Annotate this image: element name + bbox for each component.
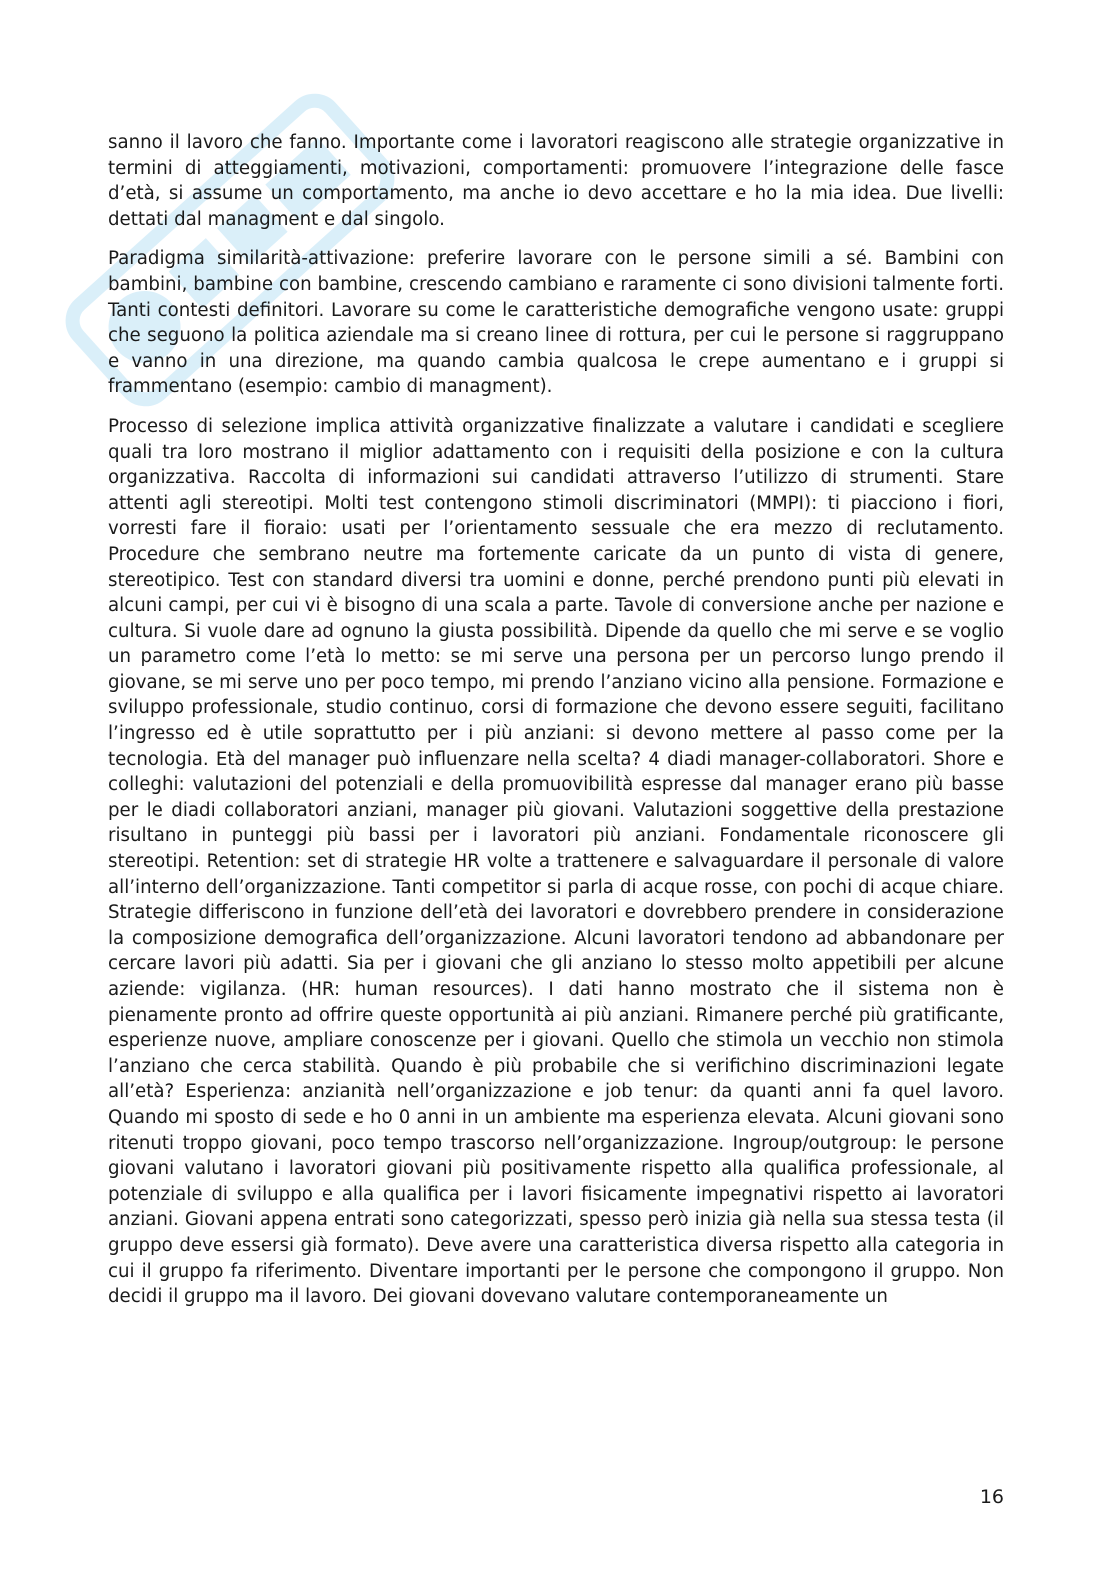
paragraph-3: Processo di selezione implica attività organizzative finalizzate a valutare i candidati e scegliere quali tra loro mostrano il miglior adattamento con i requisiti della posizione e con la cultura organizzativa. Raccolta di informazioni sui candidati attraverso l’utilizzo di strumenti. Stare attenti agli stereotipi. Molti test contengono stimoli discriminatori (MMPI): ti piacciono i fiori, vorresti fare il fioraio: usati per l’orientamento sessuale che era mezzo di reclutamento. Procedure che sembrano neutre ma fortemente caricate da un punto di vista di genere, stereotipico. Test con standard diversi tra uomini e donne, perché prendono punti più elevati in alcuni campi, per cui vi è bisogno di una scala a parte. Tavole di conversione anche per nazione e cultura. Si vuole dare ad ognuno la giusta possibilità. Dipende da quello che mi serve e se voglio un parametro come l’età lo metto: se mi serve una persona per un percorso lungo prendo il giovane, se mi serve uno per poco tempo, mi prendo l’anziano vicino alla pensione. Formazione e sviluppo professionale, studio continuo, corsi di formazione che devono essere seguiti, facilitano l’ingresso ed è utile soprattutto per i più anziani: si devono mettere al passo come per la tecnologia. Età del manager può influenzare nella scelta? 4 diadi manager-collaboratori. Shore e colleghi: valutazioni del potenziali e della promuovibilità espresse dal manager erano più basse per le diadi collaboratori anziani, manager più giovani. Valutazioni soggettive della prestazione risultano in punteggi più bassi per i lavoratori più anziani. Fondamentale riconoscere gli stereotipi. Retention: set di strategie HR volte a trattenere e salvaguardare il personale di valore all’interno dell’organizzazione. Tanti competitor si parla di acque rosse, con pochi di acque chiare. Strategie differiscono in funzione dell’età dei lavoratori e dovrebbero prendere in considerazione la composizione demografica dell’organizzazione. Alcuni lavoratori tendono ad abbandonare per cercare lavori più adatti. Sia per i giovani che gli anziano lo stesso molto appetibili per alcune aziende: vigilanza. (HR: human resources). I dati hanno mostrato che il sistema non è pienamente pronto ad offrire queste opportunità ai più anziani. Rimanere perché più gratificante, esperienze nuove, ampliare conoscenze per i giovani. Quello che stimola un vecchio non stimola l’anziano che cerca stabilità. Quando è più probabile che si verifichino discriminazioni legate all’età? Esperienza: anzianità nell’organizzazione e job tenur: da quanti anni fa quel lavoro. Quando mi sposto di sede e ho 0 anni in un ambiente ma esperienza elevata. Alcuni giovani sono ritenuti troppo giovani, poco tempo trascorso nell’organizzazione. Ingroup/outgroup: le persone giovani valutano i lavoratori giovani più positivamente rispetto alla qualifica professionale, al potenziale di sviluppo e alla qualifica per i lavori fisicamente impegnativi rispetto ai lavoratori anziani. Giovani appena entrati sono categorizzati, spesso però inizia già nella sua stessa testa (il gruppo deve essersi già formato). Deve avere una caratteristica diversa rispetto alla categoria in cui il gruppo fa riferimento. Diventare importanti per le persone che compongono il gruppo. Non decidi il gruppo ma il lavoro. Dei giovani dovevano valutare contemporaneamente un (108, 415, 1004, 1308)
document-body (108, 130, 1004, 1324)
paragraph-1: sanno il lavoro che fanno. Importante come i lavoratori reagiscono alle strategie organizzative in termini di atteggiamenti, motivazioni, comportamenti: promuovere l’integrazione delle fasce d’età, si assume un comportamento, ma anche io devo accettare e ho la mia idea. Due livelli: dettati dal managment e dal singolo. (108, 132, 1004, 230)
paragraph-2: Paradigma similarità-attivazione: preferire lavorare con le persone simili a sé. Bambini con bambini, bambine con bambine, crescendo cambiano e raramente ci sono divisioni talmente forti. Tanti contesti definitori. Lavorare su come le caratteristiche demografiche vengono usate: gruppi che seguono la politica aziendale ma si creano linee di rottura, per cui le persone si raggruppano e vanno in una direzione, ma quando cambia qualcosa le crepe aumentano e i gruppi si frammentano (esempio: cambio di managment). (108, 248, 1004, 398)
page-number: 16 (979, 1486, 1004, 1508)
